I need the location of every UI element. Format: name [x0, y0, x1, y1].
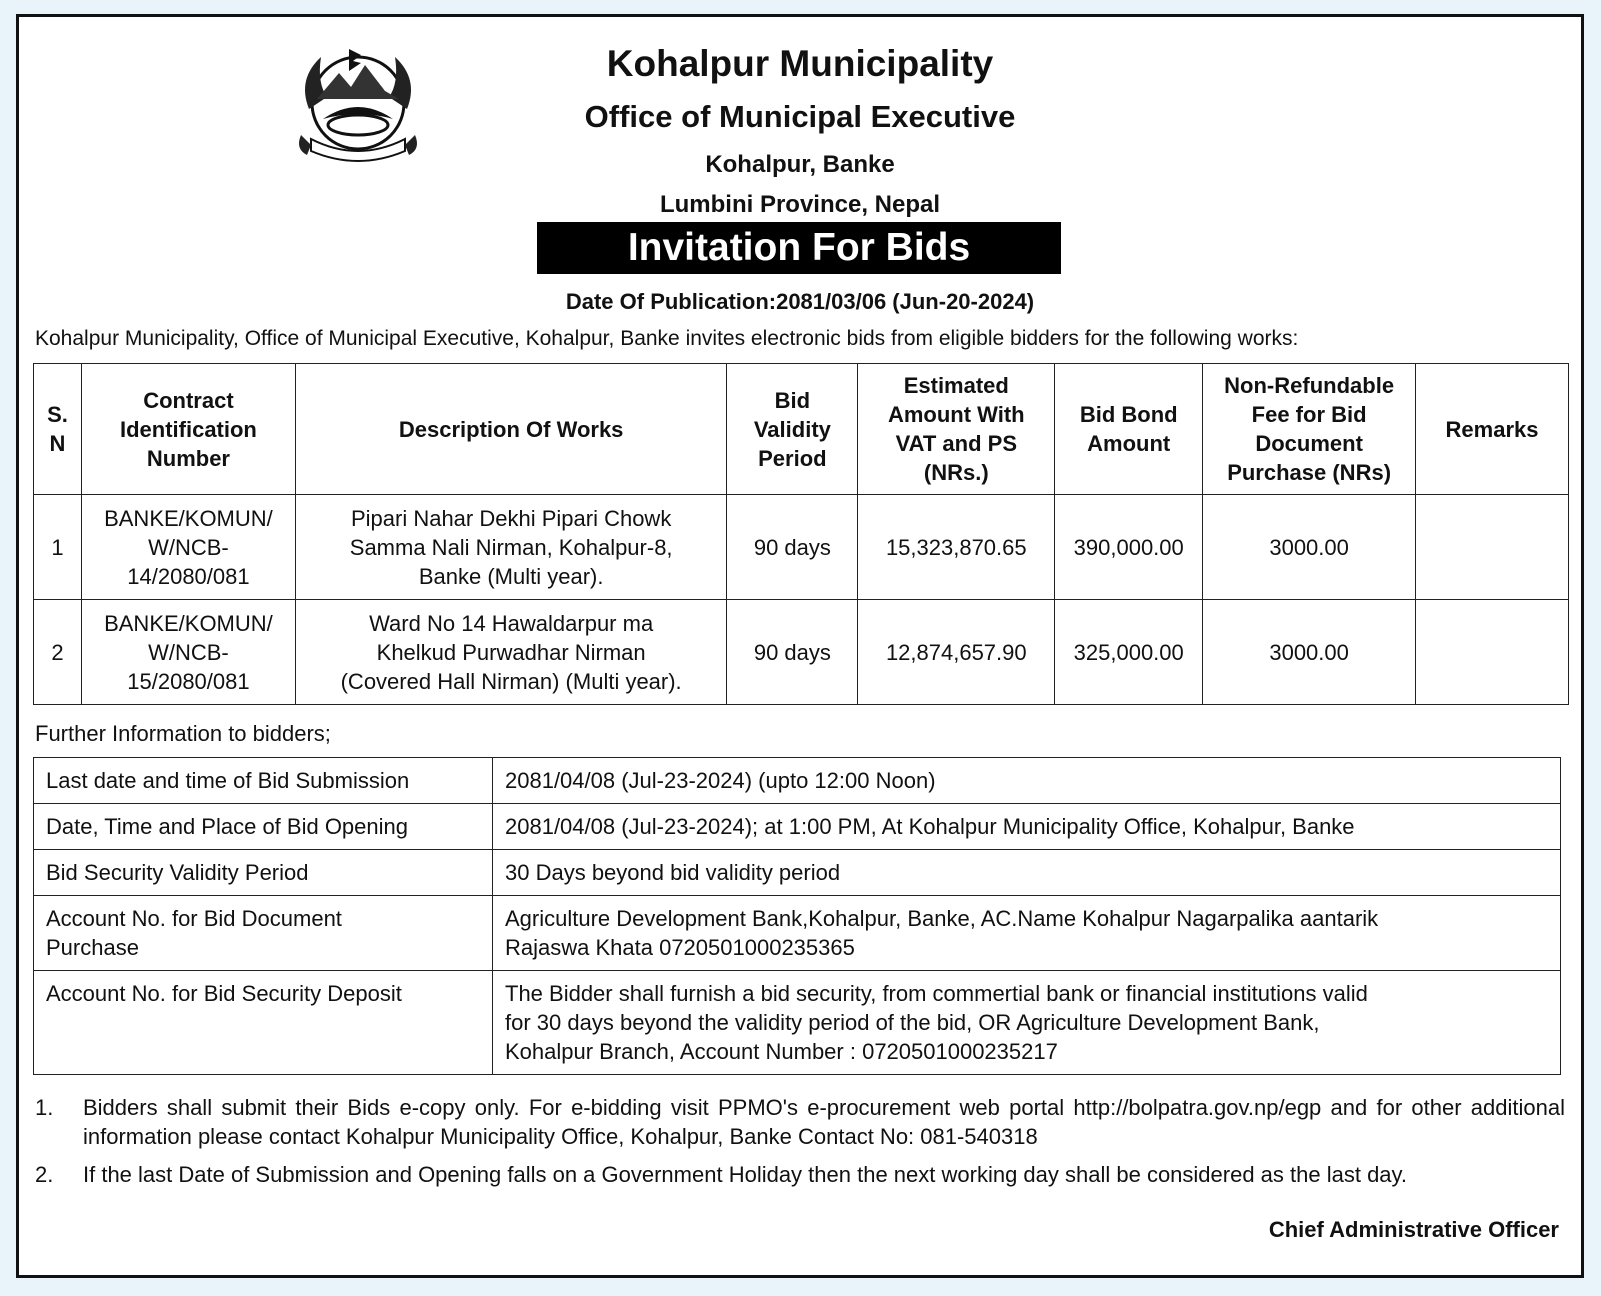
info-value: Agriculture Development Bank,Kohalpur, Banke, AC.Name Kohalpur Nagarpalika aantarik Rajaswa Khata 0720501000235365: [493, 896, 1561, 971]
cell-fee: 3000.00: [1203, 495, 1416, 600]
notes-list: [35, 1093, 1565, 1198]
info-label: Date, Time and Place of Bid Opening: [34, 804, 493, 850]
cell-bid-bond: 325,000.00: [1055, 600, 1203, 705]
office-location: Kohalpur, Banke: [705, 151, 895, 178]
note-number: 2.: [35, 1162, 54, 1187]
office-name: Office of Municipal Executive: [584, 99, 1016, 134]
cell-contract-id: BANKE/KOMUN/ W/NCB- 14/2080/081: [81, 495, 295, 600]
col-header-contract-id: Contract Identification Number: [81, 364, 295, 495]
info-value: 2081/04/08 (Jul-23-2024) (upto 12:00 Noon): [493, 758, 1561, 804]
cell-contract-id: BANKE/KOMUN/ W/NCB- 15/2080/081: [81, 600, 295, 705]
info-row: [34, 896, 1561, 971]
cell-validity: 90 days: [727, 495, 858, 600]
info-label: Last date and time of Bid Submission: [34, 758, 493, 804]
cell-fee: 3000.00: [1203, 600, 1416, 705]
notice-title-banner: Invitation For Bids: [537, 222, 1061, 274]
info-value: 30 Days beyond bid validity period: [493, 850, 1561, 896]
info-row: [34, 971, 1561, 1075]
table-row: [34, 600, 1569, 705]
table-row: [34, 495, 1569, 600]
further-info-label: Further Information to bidders;: [35, 721, 331, 746]
works-table-header-row: [34, 364, 1569, 495]
cell-validity: 90 days: [727, 600, 858, 705]
info-value: 2081/04/08 (Jul-23-2024); at 1:00 PM, At Kohalpur Municipality Office, Kohalpur, Banke: [493, 804, 1561, 850]
cell-estimated-amount: 15,323,870.65: [858, 495, 1055, 600]
col-header-description: Description Of Works: [295, 364, 727, 495]
info-label: Account No. for Bid Document Purchase: [34, 896, 493, 971]
municipality-name: Kohalpur Municipality: [606, 43, 994, 84]
cell-remarks: [1416, 600, 1569, 705]
col-header-estimated-amount: Estimated Amount With VAT and PS (NRs.): [858, 364, 1055, 495]
bid-info-table: [33, 757, 1561, 1075]
signatory-title: Chief Administrative Officer: [1268, 1217, 1559, 1242]
info-row: [34, 850, 1561, 896]
note-text: Bidders shall submit their Bids e-copy only. For e-bidding visit PPMO's e-procurement web portal http://bolpatra.gov.np/egp and for other additional information please contact Kohalpur Municipality Office, Kohalpur, Banke Contact No: 081-540318: [83, 1095, 1565, 1149]
info-value: The Bidder shall furnish a bid security, from commertial bank or financial institutions valid for 30 days beyond the validity period of the bid, OR Agriculture Development Bank, Kohalpur Branch, Account Number : 0720501000235217: [493, 971, 1561, 1075]
info-row: [34, 758, 1561, 804]
list-item: [35, 1160, 1565, 1189]
col-header-fee: Non-Refundable Fee for Bid Document Purchase (NRs): [1203, 364, 1416, 495]
col-header-validity: Bid Validity Period: [727, 364, 858, 495]
works-table: [33, 363, 1569, 705]
bid-notice-page: [16, 14, 1584, 1278]
province-country: Lumbini Province, Nepal: [659, 191, 941, 218]
note-number: 1.: [35, 1095, 54, 1120]
cell-bid-bond: 390,000.00: [1055, 495, 1203, 600]
publication-date: Date Of Publication:2081/03/06 (Jun-20-2024): [565, 289, 1035, 314]
info-row: [34, 804, 1561, 850]
cell-remarks: [1416, 495, 1569, 600]
col-header-bid-bond: Bid Bond Amount: [1055, 364, 1203, 495]
info-label: Account No. for Bid Security Deposit: [34, 971, 493, 1075]
cell-estimated-amount: 12,874,657.90: [858, 600, 1055, 705]
cell-description: Ward No 14 Hawaldarpur ma Khelkud Purwadhar Nirman (Covered Hall Nirman) (Multi year).: [295, 600, 727, 705]
col-header-remarks: Remarks: [1416, 364, 1569, 495]
cell-description: Pipari Nahar Dekhi Pipari Chowk Samma Nali Nirman, Kohalpur-8, Banke (Multi year).: [295, 495, 727, 600]
list-item: [35, 1093, 1565, 1151]
info-label: Bid Security Validity Period: [34, 850, 493, 896]
note-text: If the last Date of Submission and Opening falls on a Government Holiday then the next working day shall be considered as the last day.: [83, 1162, 1408, 1187]
cell-sn: 2: [34, 600, 82, 705]
cell-sn: 1: [34, 495, 82, 600]
col-header-sn: S. N: [34, 364, 82, 495]
intro-text: Kohalpur Municipality, Office of Municipal Executive, Kohalpur, Banke invites electronic bids from eligible bidders for the following works:: [35, 327, 1299, 350]
